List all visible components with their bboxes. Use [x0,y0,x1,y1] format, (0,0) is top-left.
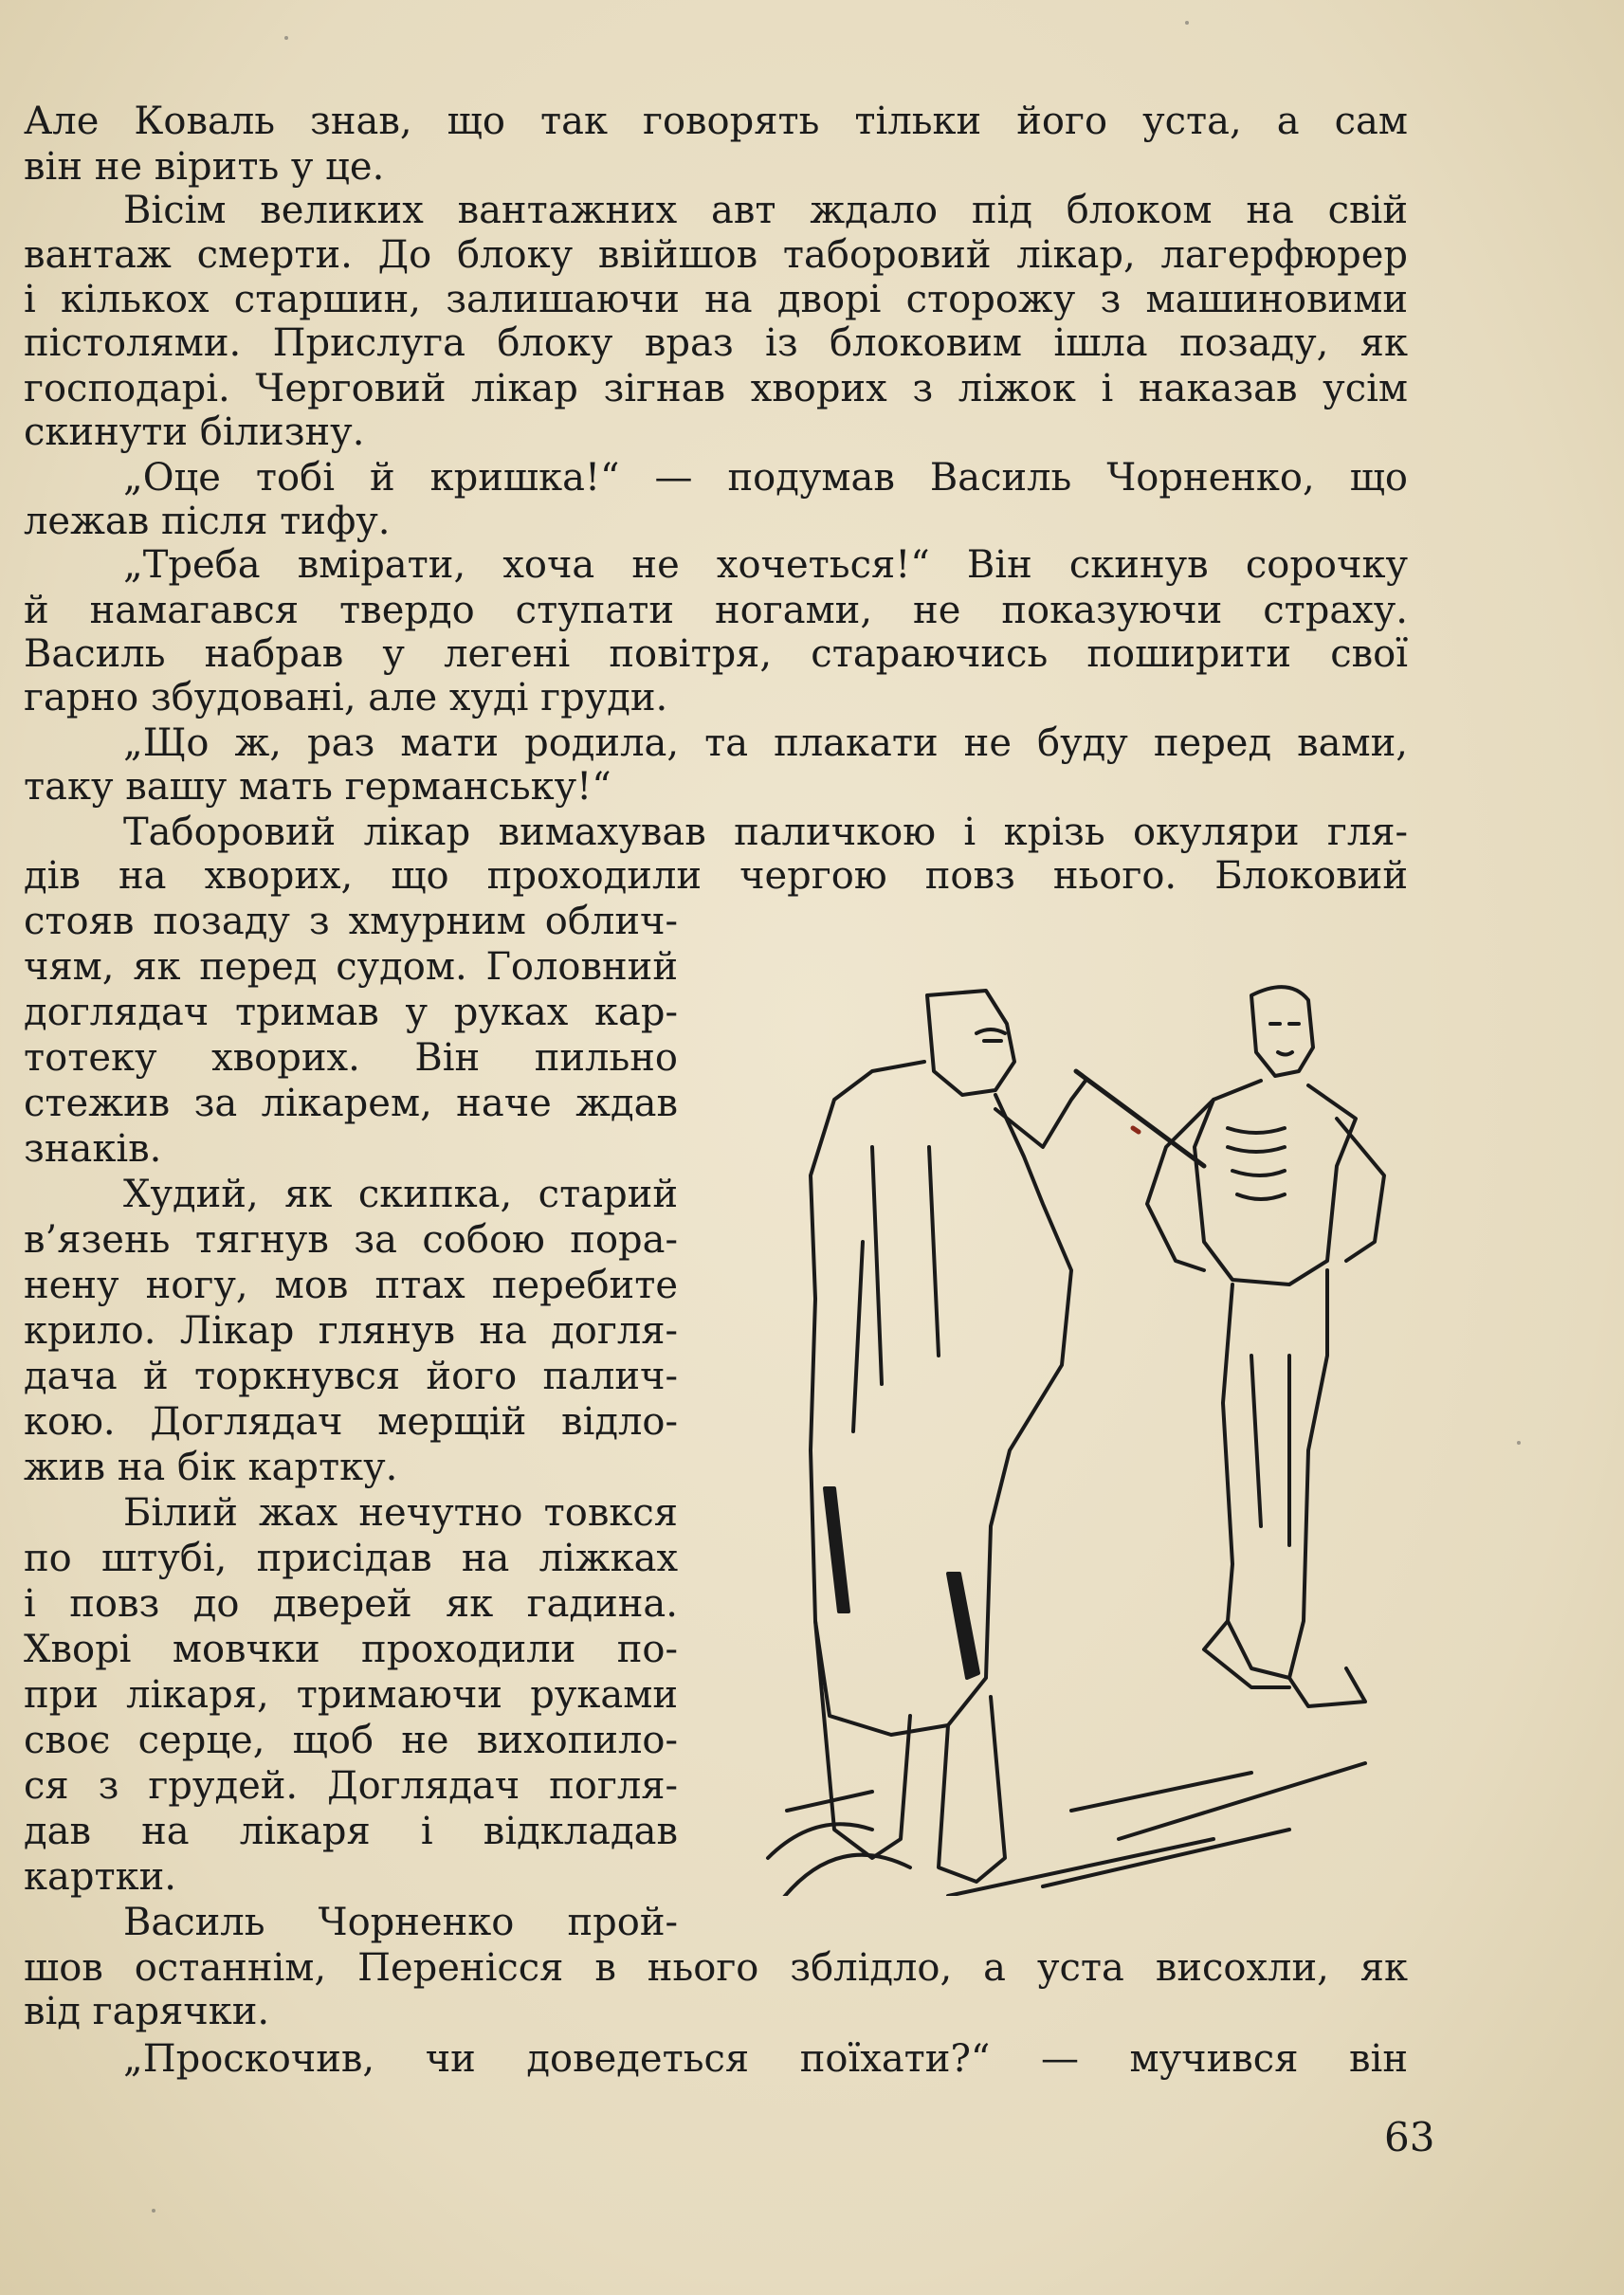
text-line: лежав після тифу. [24,500,391,543]
text-line: доглядач тримав у руках кар- [24,991,678,1034]
text-line: вантаж смерти. До блоку ввійшов таборовий лікар, лагерфюрер [24,233,1408,277]
text-line: Хворі мовчки проходили по- [24,1628,678,1671]
text-line: крило. Лікар глянув на догля- [24,1309,678,1353]
text-line: Василь Чорненко прой- [123,1901,678,1944]
text-line: жив на бік картку. [24,1446,398,1489]
doctor-coat [811,1062,1071,1735]
text-line: „Що ж, раз мати родила, та плакати не буду перед вами, [123,721,1408,765]
paper-speck [1517,1441,1521,1445]
text-line: від гарячки. [24,1990,270,2033]
text-line: дача й торкнувся його палич- [24,1355,678,1398]
text-line: в’язень тягнув за собою пора- [24,1218,678,1262]
text-line: нену ногу, мов птах перебите [24,1264,678,1307]
text-line: дав на лікаря і відкладав [24,1810,678,1853]
text-line: він не вірить у це. [24,145,385,189]
text-line: тотеку хворих. Він пильно [24,1036,678,1080]
text-line: і повз до дверей як гадина. [24,1582,678,1626]
text-line: Василь набрав у легені повітря, стараючись поширити свої [24,632,1408,676]
text-line: своє серце, щоб не вихопило- [24,1719,678,1762]
doctor-arm [995,1081,1086,1147]
doctor-shadow-1 [825,1488,848,1612]
blood-mark [1133,1128,1139,1132]
text-line: Але Коваль знав, що так говорять тільки його уста, а сам [24,100,1408,143]
text-line: знаків. [24,1127,162,1171]
paper-speck [152,2209,155,2213]
text-line: Вісім великих вантажних авт ждало під блоком на свій [123,189,1408,232]
text-line: стояв позаду з хмурним облич- [24,900,678,943]
text-line: по штубі, присідав на ліжках [24,1537,678,1580]
text-line: пістолями. Прислуга блоку враз із блоковим ішла позаду, як [24,321,1408,365]
doctor-stick [1076,1071,1204,1166]
text-line: Таборовий лікар вимахував паличкою і крізь окуляри гля- [123,811,1408,854]
text-line: кою. Доглядач мерщій відло- [24,1400,678,1444]
text-line: при лікаря, тримаючи руками [24,1673,678,1717]
text-line: скинути білизну. [24,410,365,454]
text-line: ся з грудей. Доглядач погля- [24,1764,678,1808]
text-line: картки. [24,1855,176,1899]
prisoner-arm-right [1337,1119,1384,1261]
doctor-head [927,991,1014,1095]
text-line: „Треба вмірати, хоча не хочеться!“ Він скинув сорочку [123,543,1408,587]
prisoner-head [1251,987,1313,1076]
text-line: „Проскочив, чи доведеться поїхати?“ — мучився він [123,2037,1408,2081]
text-line: чям, як перед судом. Головний [24,945,678,989]
text-line: Худий, як скипка, старий [123,1173,678,1216]
prisoner-legs [1223,1270,1327,1678]
text-line: гарно збудовані, але худі груди. [24,676,668,719]
paper-speck [284,36,288,40]
text-line: „Оце тобі й кришка!“ — подумав Василь Чорненко, що [123,456,1408,500]
doctor-shadow-2 [948,1574,978,1678]
page-number: 63 [1384,2114,1435,2160]
text-line: таку вашу мать германську!“ [24,765,611,809]
text-line: господарі. Черговий лікар зігнав хворих з ліжок і наказав усім [24,367,1408,410]
text-line: і кількох старшин, залишаючи на дворі сторожу з машиновими [24,278,1408,321]
doctor-glasses [976,1029,1005,1041]
text-line: дів на хворих, що проходили чергою повз нього. Блоковий [24,854,1408,898]
text-line: шов останнім, Перенісся в нього зблідло, а уста висохли, як [24,1946,1408,1990]
prisoner-torso [1195,1081,1356,1284]
paper-speck [1185,21,1189,25]
text-line: стежив за лікарем, наче ждав [24,1082,678,1125]
ink-illustration [758,957,1422,1896]
text-line: Білий жах нечутно товкся [123,1491,678,1535]
text-line: й намагався твердо ступати ногами, не показуючи страху. [24,589,1408,632]
